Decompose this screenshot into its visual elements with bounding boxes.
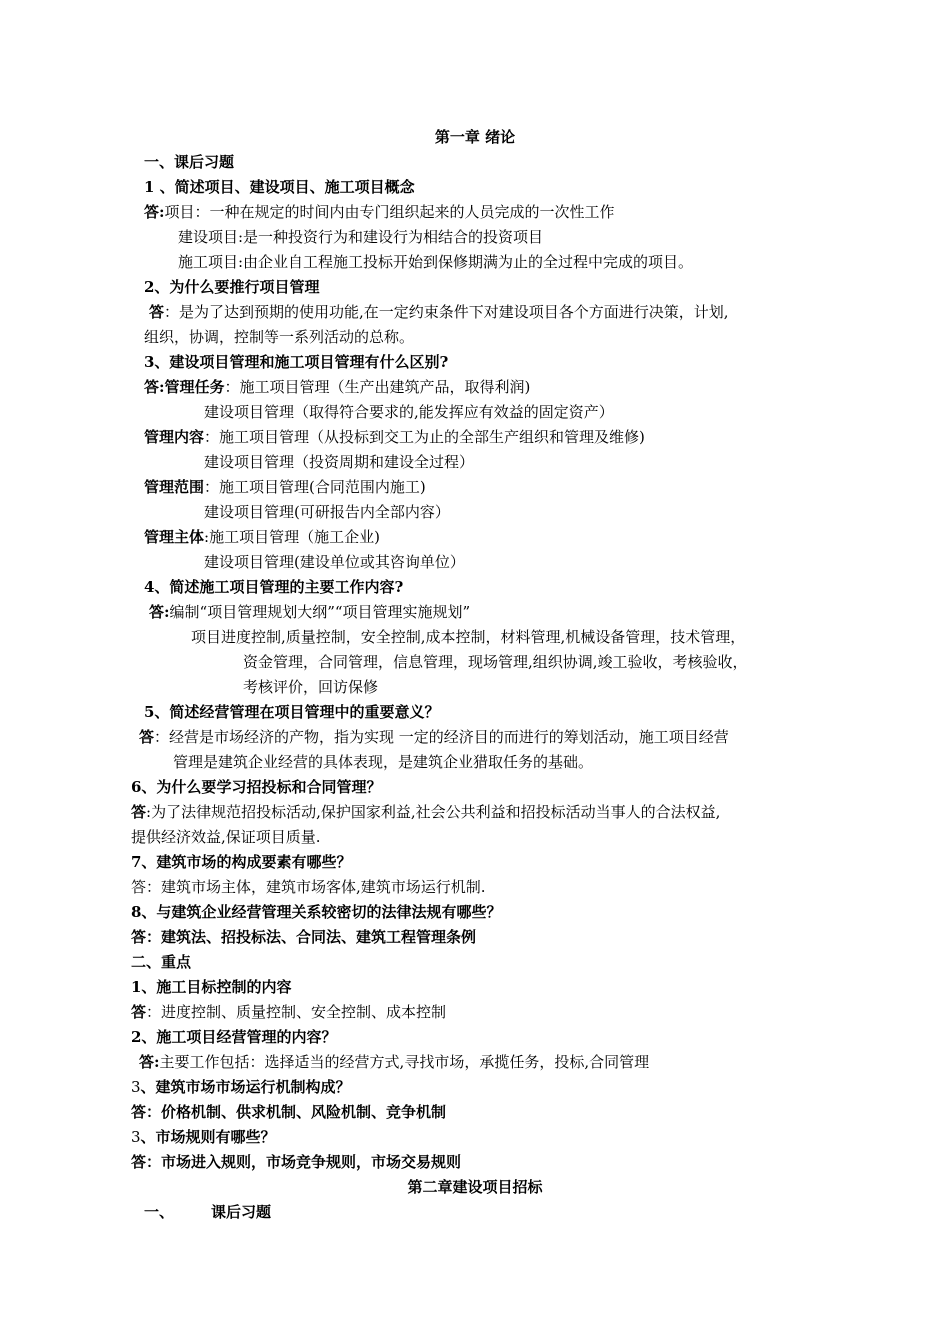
- question-4: 4、简述施工项目管理的主要工作内容?: [144, 578, 404, 596]
- answer-5-line-2: 管理是建筑企业经营的具体表现，是建筑企业猎取任务的基础。: [173, 753, 594, 771]
- answer-3-scope: [144, 477, 426, 497]
- answer-label: 答: [131, 1003, 147, 1021]
- key-point-number: 3: [131, 1128, 141, 1146]
- key-point-1: 1、施工目标控制的内容: [131, 978, 292, 996]
- section-exercises-heading: 一、课后习题: [144, 153, 235, 171]
- key-point-3: [131, 1077, 351, 1097]
- answer-8: 答：建筑法、招投标法、合同法、建筑工程管理条例: [131, 928, 477, 946]
- chapter-1-title: 第一章 绪论: [434, 128, 516, 146]
- content-text: ：施工项目管理（从投标到交工为止的全部生产组织和管理及维修): [204, 428, 645, 446]
- key-point-text: 、市场规则有哪些？: [140, 1128, 276, 1146]
- key-point-number: 3: [131, 1078, 141, 1096]
- answer-4-line-4: 考核评价，回访保修: [243, 678, 379, 696]
- answer-3-scope-line-2: 建设项目管理(可研报告内全部内容）: [204, 503, 450, 521]
- answer-3-content-line-2: 建设项目管理（投资周期和建设全过程）: [204, 453, 475, 471]
- answer-2-line-2: 组织，协调，控制等一系列活动的总称。: [144, 328, 415, 346]
- question-8: 8、与建筑企业经营管理关系较密切的法律法规有哪些？: [131, 903, 502, 921]
- answer-2: [149, 302, 729, 322]
- answer-4-line-2: 项目进度控制,质量控制，安全控制,成本控制，材料管理,机械设备管理，技术管理，: [191, 628, 746, 646]
- question-2: 2、为什么要推行项目管理: [144, 278, 320, 296]
- key-point-4: [131, 1127, 276, 1147]
- key-point-2: 2、施工项目经营管理的内容？: [131, 1028, 337, 1046]
- answer-3-task: [144, 377, 530, 397]
- answer-5: [139, 727, 729, 747]
- answer-label: 答:: [144, 203, 165, 221]
- key-point-text: 、建筑市场市场运行机制构成？: [140, 1078, 351, 1096]
- answer-1: [144, 202, 615, 222]
- answer-text: 编制“项目管理规划大纲”“项目管理实施规划”: [169, 603, 471, 621]
- subject-label: 管理主体: [144, 528, 205, 546]
- chapter-2-title: 第二章建设项目招标: [407, 1178, 543, 1196]
- chapter-2-section-1-heading: 课后习题: [211, 1203, 272, 1221]
- answer-text: :为了法律规范招投标活动,保护国家利益,社会公共利益和招投标活动当事人的合法权益,: [146, 803, 721, 821]
- answer-text: ：经营是市场经济的产物，指为实现 一定的经济目的而进行的筹划活动，施工项目经营: [154, 728, 729, 746]
- question-3: 3、建设项目管理和施工项目管理有什么区别?: [144, 353, 449, 371]
- content-label: 管理内容: [144, 428, 205, 446]
- answer-4-line-3: 资金管理，合同管理，信息管理，现场管理,组织协调,竣工验收，考核验收，: [243, 653, 748, 671]
- key-point-3-answer: 答：价格机制、供求机制、风险机制、竞争机制: [131, 1103, 447, 1121]
- key-point-2-answer: [139, 1052, 649, 1072]
- answer-3-subject-line-2: 建设项目管理(建设单位或其咨询单位）: [204, 553, 465, 571]
- answer-6: [131, 802, 720, 822]
- answer-label: 答:: [139, 1053, 160, 1071]
- question-5: 5、简述经营管理在项目管理中的重要意义？: [144, 703, 440, 721]
- answer-text: 主要工作包括：选择适当的经营方式,寻找市场，承揽任务，投标,合同管理: [159, 1053, 650, 1071]
- answer-label: 答: [139, 728, 155, 746]
- question-1: 1 、简述项目、建设项目、施工项目概念: [144, 178, 415, 196]
- answer-6-line-2: 提供经济效益,保证项目质量.: [131, 828, 321, 846]
- answer-label: 答: [131, 803, 147, 821]
- question-7: 7、建筑市场的构成要素有哪些？: [131, 853, 352, 871]
- answer-4: [149, 602, 470, 622]
- answer-3-subject: [144, 527, 380, 547]
- answer-3-task-line-2: 建设项目管理（取得符合要求的,能发挥应有效益的固定资产）: [204, 403, 614, 421]
- answer-7: 答：建筑市场主体，建筑市场客体,建筑市场运行机制.: [131, 878, 486, 896]
- answer-text: 项目：一种在规定的时间内由专门组织起来的人员完成的一次性工作: [164, 203, 615, 221]
- answer-label: 答:: [149, 603, 170, 621]
- scope-label: 管理范围: [144, 478, 205, 496]
- key-point-1-answer: [131, 1002, 446, 1022]
- answer-text: ：进度控制、质量控制、安全控制、成本控制: [146, 1003, 447, 1021]
- answer-label: 答:管理任务: [144, 378, 225, 396]
- key-point-4-answer: 答：市场进入规则，市场竞争规则，市场交易规则: [131, 1153, 462, 1171]
- section-key-points-heading: 二、重点: [131, 953, 192, 971]
- answer-3-content: [144, 427, 645, 447]
- answer-1-line-2: 建设项目:是一种投资行为和建设行为相结合的投资项目: [178, 228, 544, 246]
- answer-label: 答: [149, 303, 165, 321]
- chapter-2-section-1-number: 一、: [144, 1203, 175, 1221]
- answer-text: ：是为了达到预期的使用功能,在一定约束条件下对建设项目各个方面进行决策，计划,: [164, 303, 729, 321]
- answer-1-line-3: 施工项目:由企业自工程施工投标开始到保修期满为止的全过程中完成的项目。: [178, 253, 694, 271]
- subject-text: :施工项目管理（施工企业): [204, 528, 380, 546]
- answer-text: ：施工项目管理（生产出建筑产品，取得利润): [224, 378, 531, 396]
- scope-text: ：施工项目管理(合同范围内施工): [204, 478, 426, 496]
- question-6: 6、为什么要学习招投标和合同管理？: [131, 778, 382, 796]
